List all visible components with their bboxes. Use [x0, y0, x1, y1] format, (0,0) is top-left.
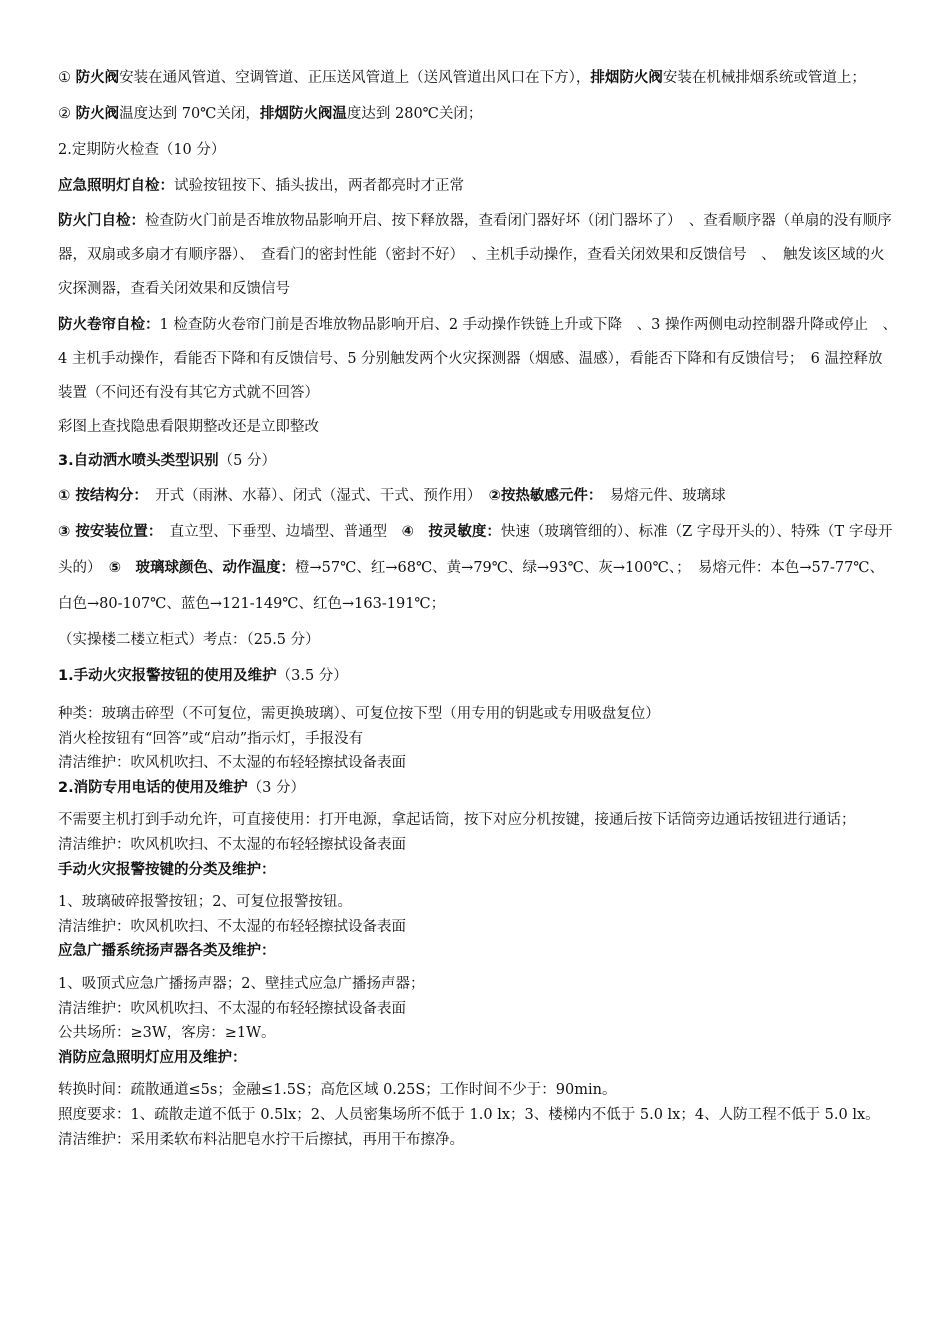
label: ① 按结构分：	[58, 488, 141, 504]
heading-text: 消防应急照明灯应用及维护：	[58, 1049, 247, 1066]
label: ②按热敏感元件：	[488, 488, 596, 504]
text: 开式（雨淋、水幕）、闭式（湿式、干式、预作用）	[140, 488, 489, 504]
text: 直立型、下垂型、边墙型、普通型	[155, 524, 402, 540]
paragraph-illuminance: 照度要求：1、疏散走道不低于 0.5lx；2、人员密集场所不低于 1.0 lx；3、楼梯内不低于 5.0 lx；4、人防工程不低于 5.0 lx。	[58, 1106, 880, 1123]
paragraph-cleaning: 清洁维护：吹风机吹扫、不太湿的布轻轻擦拭设备表面	[58, 918, 406, 935]
section-heading-inspection: 2.定期防火检查（10 分）	[58, 142, 226, 158]
text: 1 检查防火卷帘门前是否堆放物品影响开启、2 手动操作铁链上升或下降 、3 操作两侧电动控制器升降或停止 、 4 主机手动操作，看能否下降和有反馈信号、5 分别触发两个火灾探测器（烟感、温感），看能否下降和有反馈信号； 6 温控释放装置（不问还有没有其它方式就不回答）	[58, 317, 905, 401]
paragraph-cleaning: 清洁维护：吹风机吹扫、不太湿的布轻轻擦拭设备表面	[58, 1000, 406, 1017]
paragraph-fire-door-check	[58, 204, 894, 306]
paragraph-sprinkler-install-sensitivity	[58, 514, 894, 622]
heading-text: 1.手动火灾报警按钮的使用及维护	[58, 668, 277, 684]
paragraph-speaker-power: 公共场所：≥3W，客房：≥1W。	[58, 1025, 276, 1042]
heading-text: 应急广播系统扬声器各类及维护：	[58, 943, 276, 960]
section-heading-manual-alarm	[58, 658, 894, 694]
label: ⑤ 玻璃球颜色、动作温度：	[108, 560, 296, 576]
heading-emergency-lighting	[58, 1046, 894, 1071]
paragraph-switch-time: 转换时间：疏散通道≤5s；金融≤1.5S；高危区域 0.25S；工作时间不少于：90min。	[58, 1082, 617, 1099]
term-fire-damper: 防火阀	[75, 70, 120, 86]
document-page	[58, 60, 905, 1152]
points: （3 分）	[247, 779, 305, 796]
label: ④ 按灵敏度：	[401, 524, 501, 540]
paragraph-fire-damper-install	[58, 60, 894, 96]
paragraph-phone-usage: 不需要主机打到手动允许，可直接使用：打开电源，拿起话筒，按下对应分机按键，接通后按下话筒旁边通话按钮进行通话；	[58, 812, 856, 829]
label: ③ 按安装位置：	[58, 524, 156, 540]
term-smoke-damper: 排烟防火阀温	[259, 106, 347, 122]
paragraph-speaker-list: 1、吸顶式应急广播扬声器；2、壁挂式应急广播扬声器；	[58, 975, 425, 992]
section-heading-fire-phone	[58, 776, 894, 801]
term-smoke-damper: 排烟防火阀	[590, 70, 663, 86]
heading-text: 2.消防专用电话的使用及维护	[58, 779, 248, 796]
term-fire-damper: 防火阀	[75, 106, 120, 122]
label: 防火卷帘自检：	[58, 317, 160, 333]
text: 试验按钮按下、插头拔出，两者都亮时才正常	[174, 178, 464, 194]
points: （5 分）	[218, 453, 276, 469]
label: 防火门自检：	[58, 213, 145, 229]
paragraph-shutter-check	[58, 308, 905, 410]
text: 快速（玻璃管细的）、标准（Z 字母开头的）、特殊（T 字母开头的）	[58, 524, 893, 576]
heading-text: 3.自动洒水喷头类型识别	[58, 453, 219, 469]
heading-text: 手动火灾报警按键的分类及维护：	[58, 861, 276, 878]
paragraph-hydrant-button: 消火栓按钮有“回答”或“启动”指示灯，手报没有	[58, 730, 364, 747]
paragraph-alarm-types: 种类：玻璃击碎型（不可复位，需更换玻璃）、可复位按下型（用专用的钥匙或专用吸盘复位）	[58, 706, 660, 722]
heading-alarm-key-types	[58, 858, 894, 883]
circled-number: ②	[58, 106, 76, 122]
paragraph-emergency-light-check	[58, 168, 894, 204]
text: 度达到 280℃关闭；	[346, 106, 483, 122]
text: 易熔元件、玻璃球	[595, 488, 726, 504]
points: （3.5 分）	[276, 668, 348, 684]
paragraph-damper-temperature	[58, 96, 894, 132]
section-heading-sprinkler	[58, 444, 894, 478]
paragraph-cleaning: 清洁维护：吹风机吹扫、不太湿的布轻轻擦拭设备表面	[58, 836, 406, 853]
heading-speaker-types	[58, 939, 894, 964]
label: 应急照明灯自检：	[58, 178, 174, 194]
paragraph-hazard-note: 彩图上查找隐患看限期整改还是立即整改	[58, 419, 319, 435]
paragraph-cleaning: 清洁维护：吹风机吹扫、不太湿的布轻轻擦拭设备表面	[58, 755, 406, 772]
text: 检查防火门前是否堆放物品影响开启、按下释放器，查看闭门器好坏（闭门器坏了） 、查看顺序器（单扇的没有顺序器，双扇或多扇才有顺序器）、 查看门的密封性能（密封不好） 、主机手动操作，查看关闭效果和反馈信号 、 触发该区域的火灾探测器，查看关闭效果和反馈信号	[58, 213, 892, 297]
paragraph-cleaning: 清洁维护：采用柔软布料沾肥皂水拧干后擦拭，再用干布擦净。	[58, 1131, 464, 1148]
section-heading-practical: （实操楼二楼立柜式）考点：（25.5 分）	[58, 632, 320, 648]
text: 温度达到 70℃关闭，	[119, 106, 260, 122]
circled-number: ①	[58, 70, 76, 86]
text: 安装在机械排烟系统或管道上；	[662, 70, 866, 86]
text: 橙→57℃、红→68℃、黄→79℃、绿→93℃、灰→100℃、； 易熔元件：本色→57-77℃、白色→80-107℃、蓝色→121-149℃、红色→163-191℃；	[58, 560, 885, 612]
paragraph-alarm-key-list: 1、玻璃破碎报警按钮；2、可复位报警按钮。	[58, 894, 352, 911]
paragraph-sprinkler-structure	[58, 478, 894, 514]
text: 安装在通风管道、空调管道、正压送风管道上（送风管道出风口在下方），	[119, 70, 591, 86]
